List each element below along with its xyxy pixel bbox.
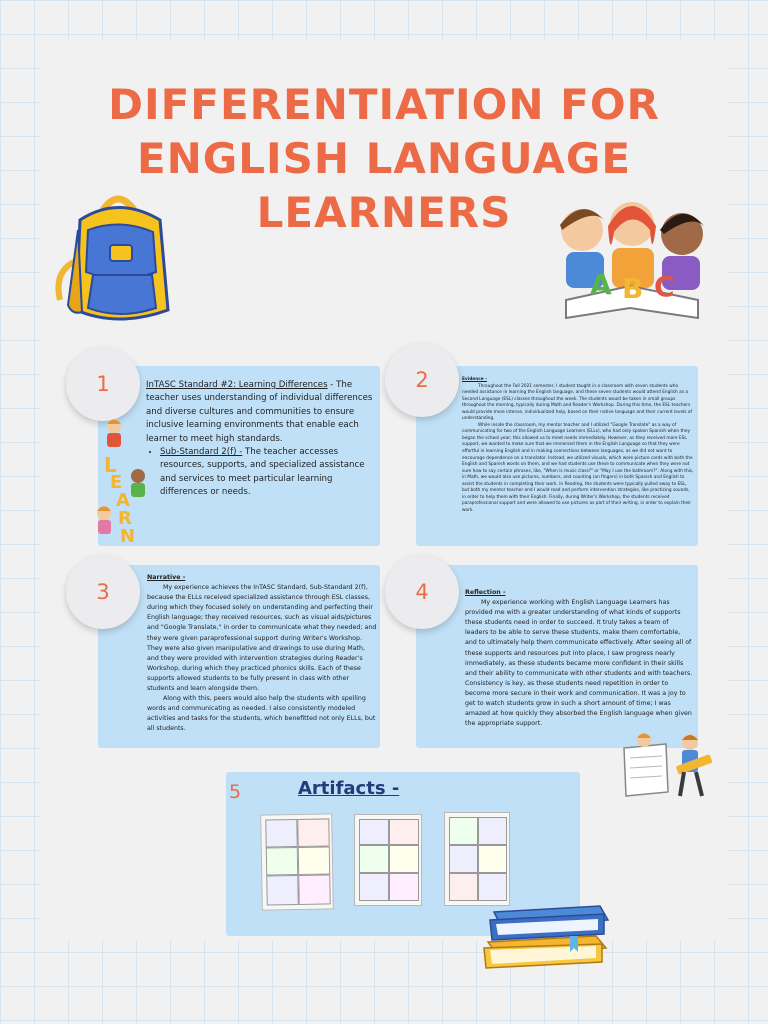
evidence-paragraph-1: Throughout the Fall 2021 semester, I student taught in a classroom with seven students who needed assistance in learning the English language, and these seven students would attend English as a Second Language (ESL) classes throughout the week. The students would be taken in small groups throughout the morning, typically during Math and Reader's Workshop. During this time, the ESL teachers would provide more intense, individualized help, based on their native language and their current levels of understanding. — [462, 383, 693, 422]
standard-text — [146, 379, 374, 500]
evidence-paragraph-2: While inside the classroom, my mentor teacher and I utilized "Google Translate" as a way of communicating for two of the English Language Learners (ELLs), who had only spoken Spanish when they began the school year; this allowed us to meet needs immediately. However, as they received more ESL support, we wanted to make sure that we immersed them in the English Language so that they were effortful in learning English and in making connections between languages, as we did not want to encourage dependence on a translator. Instead, we utilized visuals, which were picture cards with both the English and Spanish words on them, and we had students use these to communicate when they were not sure how to say certain phrases, like, "When is music class?" or "May I use the bathroom?". Along with this, in Math, we would also use pictures, numbers, and counting (on fingers) in both Spanish and English to assist the students in completing their work. In Reading, the students were typically pulled away to ESL, but both my mentor teacher and I would read and perform intervention strategies, like practicing sounds, in order to help them with their English. Finally, during Writer's Workshop, the students received paraprofessional support and were allowed to use pictures as part of their writing, in order to explain their work. — [462, 422, 694, 513]
sub-standard-title: Sub-Standard 2(f) - — [160, 447, 243, 458]
standard-description: - The teacher uses understanding of individual differences and diverse cultures and communities to ensure inclusive learning environments that enable each learner to meet high standards. — [146, 380, 373, 444]
evidence-heading: Evidence - — [462, 377, 487, 382]
kids-abc-icon — [552, 190, 712, 325]
books-icon — [478, 892, 618, 976]
reflection-paragraph-1: My experience working with English Language Learners has provided me with a greater understanding of what kinds of supports these students need in order to succeed. It truly takes a team of leaders to be able to serve these students, make them comfortable, and to ultimately help them communicate effectively. After seeing all of these supports and resources put into place, I saw progress nearly immediately, as these students became more confident in their skills and their ability to communicate with other students and with teachers. Consistency is key, as these students need repetition in order to become more secure in their work and communication. It was a joy to get to watch students grow in such a short amount of time; I was amazed at how quickly they absorbed the English language when given the appropriate support. — [465, 599, 693, 728]
narrative-text — [147, 573, 377, 735]
title-line-3: LEARNERS — [256, 188, 512, 237]
artifacts-heading: Artifacts - — [298, 778, 400, 799]
section-number-3: 3 — [66, 555, 140, 629]
narrative-paragraph-1: My experience achieves the InTASC Standard, Sub-Standard 2(f), because the ELLs received specialized assistance through ESL classes, during which they focused solely on understanding and perfecting their English language; they received resources, such as visual aids/pictures and "Google Translate," in order to communicate what they needed; and they were given paraprofessional support during Writer's Workshop. They were also given manipulative and drawings to use during Math, and they were provided with intervention strategies during Reader's Workshop, during which they practiced phonics skills. Each of these supports allowed students to be fully present in class with other students and learn alongside them. — [147, 584, 377, 693]
evidence-text — [462, 377, 694, 514]
learn-letter-l: L — [104, 453, 117, 477]
section-number-5: 5 — [229, 781, 242, 803]
backpack-icon — [48, 190, 188, 325]
title-line-1: DIFFERENTIATION FOR — [108, 80, 660, 129]
learn-letter-a: A — [116, 490, 130, 511]
narrative-paragraph-2: Along with this, peers would also help the students with spelling words and communicating as needed. I also consistently modeled activities and tasks for the students, which benefitted not only ELLs, but all students. — [147, 695, 376, 733]
section-number-4: 4 — [385, 555, 459, 629]
section-number-2: 2 — [385, 343, 459, 417]
svg-text:B: B — [622, 272, 644, 305]
title-line-2: ENGLISH LANGUAGE — [136, 134, 632, 183]
reflection-heading: Reflection - — [465, 589, 506, 596]
narrative-heading: Narrative - — [147, 574, 186, 581]
sub-standard-description: The teacher accesses resources, supports, and specialized assistance and services to meet particular learning differences or needs. — [160, 447, 365, 498]
reflection-text — [465, 588, 693, 729]
artifact-photo-1[interactable] — [260, 813, 334, 910]
learn-letter-e: E — [110, 472, 123, 493]
svg-text:A: A — [590, 268, 612, 301]
sub-standard-item — [160, 446, 374, 500]
svg-text:C: C — [654, 270, 675, 303]
standard-title: InTASC Standard #2: Learning Differences — [146, 380, 328, 390]
learn-kids-icon — [96, 418, 152, 548]
section-number-1: 1 — [66, 347, 140, 421]
kids-paper-icon — [620, 730, 714, 802]
learn-letter-r: R — [118, 508, 132, 529]
learn-letter-n: N — [120, 526, 136, 547]
artifact-photo-2[interactable] — [354, 814, 422, 906]
